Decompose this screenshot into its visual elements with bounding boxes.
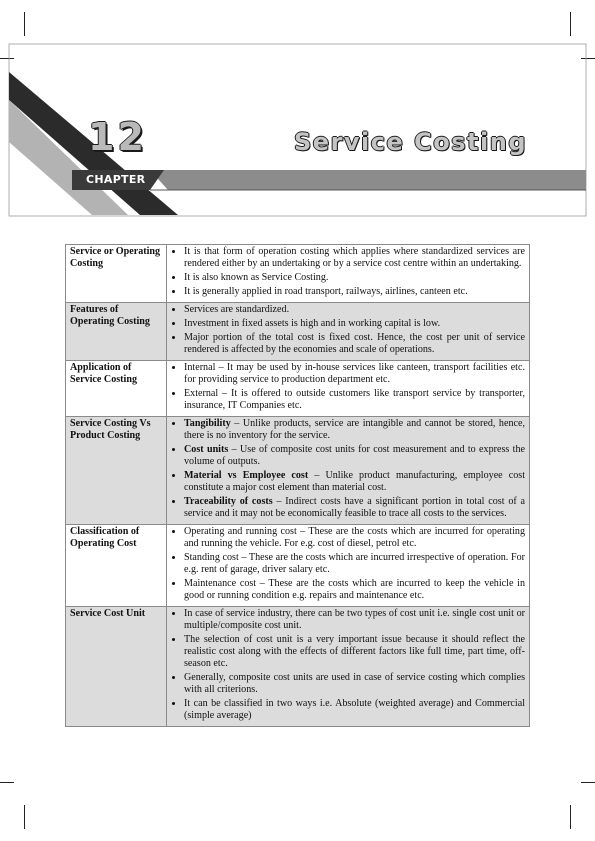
table-row — [66, 303, 530, 361]
row-points — [167, 417, 530, 525]
row-topic: Service or Operating Costing — [66, 245, 167, 303]
row-topic: Service Costing Vs Product Costing — [66, 417, 167, 525]
table-row — [66, 361, 530, 417]
list-item: • Tangibility – Unlike products, service are intangible and cannot be stored, hence, there is no inventory for the service. — [184, 418, 525, 442]
list-item: • It can be classified in two ways i.e. Absolute (weighted average) and Commercial (simple average) — [184, 698, 525, 722]
table-row — [66, 417, 530, 525]
list-item: • In case of service industry, there can be two types of cost unit i.e. single cost unit or multiple/composite cost unit. — [184, 608, 525, 632]
list-item: • It is that form of operation costing which applies where standardized services are rendered either by an undertaking or by a service cost centre within an undertaking. — [184, 246, 525, 270]
list-item: • External – It is offered to outside customers like transport service by transporter, insurance, IT Companies etc. — [184, 388, 525, 412]
chapter-summary-table — [65, 244, 530, 727]
chapter-label: CHAPTER — [86, 173, 146, 186]
title-band — [150, 170, 586, 190]
row-topic: Features of Operating Costing — [66, 303, 167, 361]
list-item: • It is also known as Service Costing. — [184, 272, 525, 284]
list-item: • Internal – It may be used by in-house services like canteen, transport facilities etc. for providing service to production department etc. — [184, 362, 525, 386]
crop-mark — [570, 805, 571, 829]
row-topic: Application of Service Costing — [66, 361, 167, 417]
crop-mark — [581, 782, 595, 783]
list-item: • The selection of cost unit is a very important issue because it should reflect the realistic cost along with the effects of different factors like full time, part time, off-season etc. — [184, 634, 525, 670]
list-item: • Services are standardized. — [184, 304, 525, 316]
list-item: • Material vs Employee cost – Unlike product manufacturing, employee cost constitute a major cost element than material cost. — [184, 470, 525, 494]
list-item: • Major portion of the total cost is fixed cost. Hence, the cost per unit of service rendered is affected by the economies and scale of operations. — [184, 332, 525, 356]
row-points — [167, 607, 530, 727]
list-item: • Operating and running cost – These are the costs which are incurred for operating and running the vehicle. For e.g. cost of diesel, petrol etc. — [184, 526, 525, 550]
row-points — [167, 361, 530, 417]
chapter-number: 12 — [88, 115, 147, 159]
table-row — [66, 607, 530, 727]
row-topic: Classification of Operating Cost — [66, 525, 167, 607]
list-item: • Standing cost – These are the costs which are incurred irrespective of operation. For e.g. rent of garage, driver salary etc. — [184, 552, 525, 576]
crop-mark — [24, 805, 25, 829]
crop-mark — [0, 782, 14, 783]
list-item: • Cost units – Use of composite cost units for cost measurement and to express the volume of outputs. — [184, 444, 525, 468]
list-item: • Traceability of costs – Indirect costs have a significant portion in total cost of a service and it may not be economically feasible to trace all costs to the services. — [184, 496, 525, 520]
table-row — [66, 525, 530, 607]
row-points — [167, 303, 530, 361]
chapter-title: Service Costing — [294, 128, 527, 156]
table-row — [66, 245, 530, 303]
list-item: • Maintenance cost – These are the costs which are incurred to keep the vehicle in good or running condition e.g. repairs and maintenance etc. — [184, 578, 525, 602]
list-item: • Generally, composite cost units are used in case of service costing which complies with all criterions. — [184, 672, 525, 696]
list-item: • Investment in fixed assets is high and in working capital is low. — [184, 318, 525, 330]
row-topic: Service Cost Unit — [66, 607, 167, 727]
list-item: • It is generally applied in road transport, railways, airlines, canteen etc. — [184, 286, 525, 298]
row-points — [167, 245, 530, 303]
row-points — [167, 525, 530, 607]
